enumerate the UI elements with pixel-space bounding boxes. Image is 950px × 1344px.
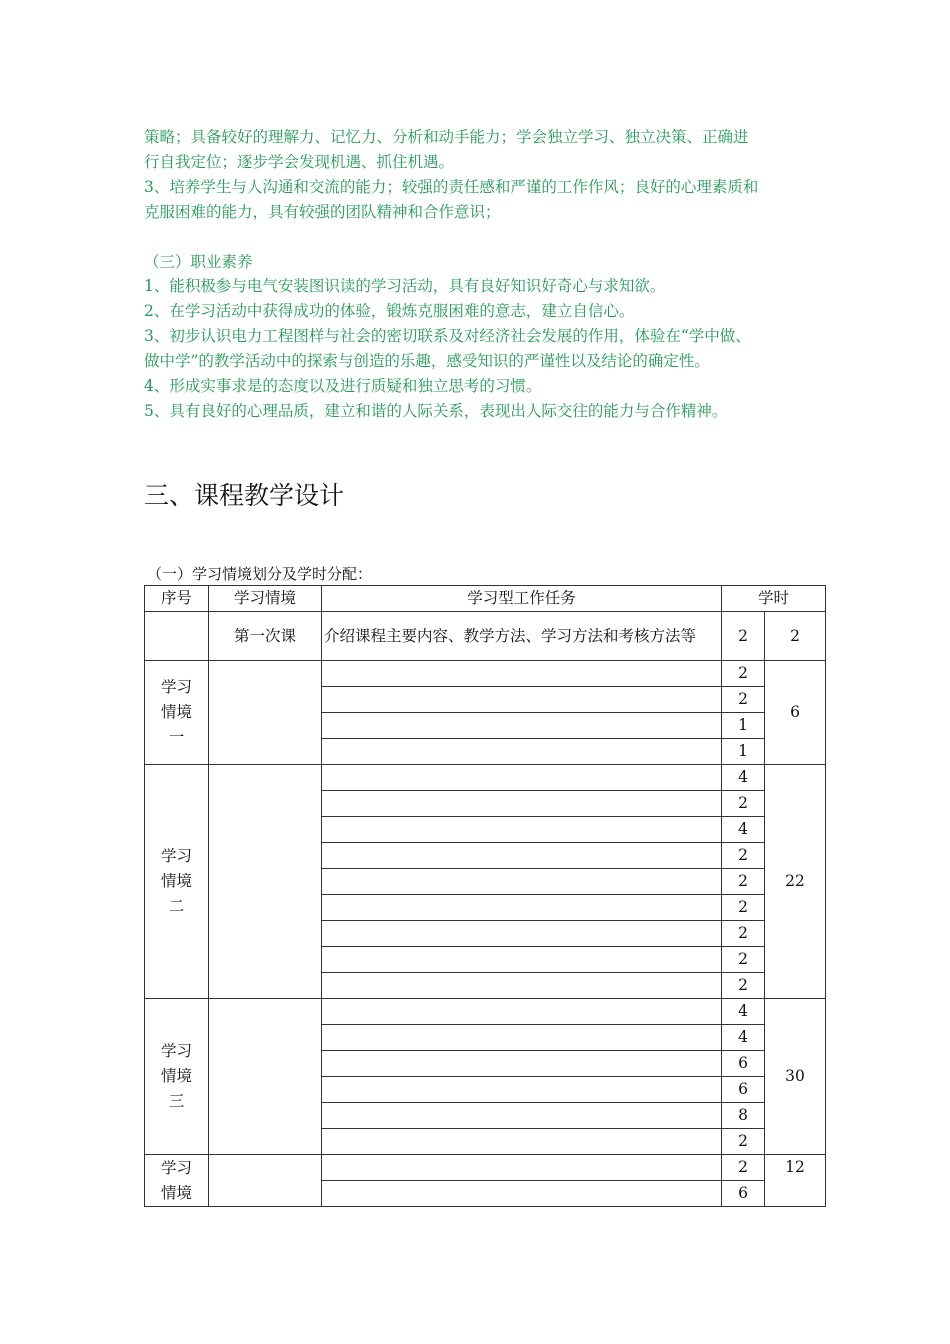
cell-situation — [209, 1155, 322, 1207]
cell-total: 6 — [765, 661, 826, 765]
cell-situation: 第一次课 — [209, 612, 322, 661]
cell-hours: 4 — [722, 1025, 765, 1051]
cell-task — [322, 947, 722, 973]
cell-hours: 1 — [722, 713, 765, 739]
text-line: 5、具有良好的心理品质，建立和谐的人际关系，表现出人际交往的能力与合作精神。 — [144, 402, 728, 420]
table-row — [145, 999, 826, 1025]
cell-task: 介绍课程主要内容、教学方法、学习方法和考核方法等 — [322, 612, 722, 661]
cell-task — [322, 869, 722, 895]
cell-hours: 2 — [722, 661, 765, 687]
cell-group-label: 学习 情境 — [145, 1155, 209, 1207]
cell-task — [322, 895, 722, 921]
text-line: 4、形成实事求是的态度以及进行质疑和独立思考的习惯。 — [144, 377, 542, 395]
cell-hours: 2 — [722, 687, 765, 713]
cell-hours: 2 — [722, 843, 765, 869]
table-caption: （一）学习情境划分及学时分配： — [147, 565, 373, 583]
header-task: 学习型工作任务 — [322, 586, 722, 612]
text-line: 克服困难的能力，具有较强的团队精神和合作意识； — [144, 203, 501, 221]
cell-task — [322, 739, 722, 765]
cell-total: 22 — [765, 765, 826, 999]
text-line: 3、培养学生与人沟通和交流的能力；较强的责任感和严谨的工作作风；良好的心理素质和 — [144, 178, 759, 196]
cell-hours: 2 — [722, 869, 765, 895]
text-line: 2、在学习活动中获得成功的体验，锻炼克服困难的意志，建立自信心。 — [144, 302, 635, 320]
cell-hours: 2 — [722, 791, 765, 817]
header-no: 序号 — [145, 586, 209, 612]
cell-group-label: 学习 情境 一 — [145, 661, 209, 765]
header-hours: 学时 — [722, 586, 826, 612]
hours-table — [144, 585, 826, 1207]
cell-total: 2 — [765, 612, 826, 661]
cell-task — [322, 1129, 722, 1155]
cell-situation — [209, 765, 322, 999]
table-row — [145, 612, 826, 661]
cell-task — [322, 1051, 722, 1077]
cell-task — [322, 817, 722, 843]
cell-total: 12 — [765, 1155, 826, 1207]
cell-hours: 1 — [722, 739, 765, 765]
text-line: 策略；具备较好的理解力、记忆力、分析和动手能力；学会独立学习、独立决策、正确进 — [144, 128, 749, 146]
text-line: 行自我定位；逐步学会发现机遇、抓住机遇。 — [144, 153, 455, 171]
table-row — [145, 661, 826, 687]
text-line: 3、初步认识电力工程图样与社会的密切联系及对经济社会发展的作用，体验在“学中做、 — [144, 327, 751, 345]
cell-group-label: 学习 情境 三 — [145, 999, 209, 1155]
cell-total: 30 — [765, 999, 826, 1155]
cell-hours: 6 — [722, 1051, 765, 1077]
cell-task — [322, 843, 722, 869]
cell-task — [322, 791, 722, 817]
cell-task — [322, 1181, 722, 1207]
cell-task — [322, 1155, 722, 1181]
cell-situation — [209, 661, 322, 765]
text-line: 做中学”的教学活动中的探索与创造的乐趣，感受知识的严谨性以及结论的确定性。 — [144, 352, 710, 370]
header-situation: 学习情境 — [209, 586, 322, 612]
cell-hours: 2 — [722, 947, 765, 973]
cell-hours: 6 — [722, 1181, 765, 1207]
table-row — [145, 765, 826, 791]
cell-task — [322, 765, 722, 791]
cell-situation — [209, 999, 322, 1155]
cell-task — [322, 1103, 722, 1129]
cell-task — [322, 713, 722, 739]
cell-group-label: 学习 情境 二 — [145, 765, 209, 999]
cell-hours: 8 — [722, 1103, 765, 1129]
cell-hours: 2 — [722, 1129, 765, 1155]
cell-task — [322, 661, 722, 687]
cell-hours: 2 — [722, 895, 765, 921]
cell-task — [322, 1077, 722, 1103]
subsection-title: （三）职业素养 — [144, 253, 253, 271]
cell-hours: 4 — [722, 765, 765, 791]
cell-task — [322, 973, 722, 999]
text-line: 1、能积极参与电气安装图识读的学习活动，具有良好知识好奇心与求知欲。 — [144, 277, 666, 295]
cell-hours: 2 — [722, 612, 765, 661]
cell-task — [322, 921, 722, 947]
cell-hours: 2 — [722, 921, 765, 947]
table-header-row — [145, 586, 826, 612]
cell-task — [322, 687, 722, 713]
cell-hours: 2 — [722, 973, 765, 999]
cell-empty — [145, 612, 209, 661]
cell-hours: 6 — [722, 1077, 765, 1103]
cell-hours: 4 — [722, 999, 765, 1025]
cell-task — [322, 999, 722, 1025]
cell-hours: 4 — [722, 817, 765, 843]
cell-hours: 2 — [722, 1155, 765, 1181]
table-row — [145, 1155, 826, 1181]
section-heading: 三、课程教学设计 — [144, 481, 345, 510]
cell-task — [322, 1025, 722, 1051]
